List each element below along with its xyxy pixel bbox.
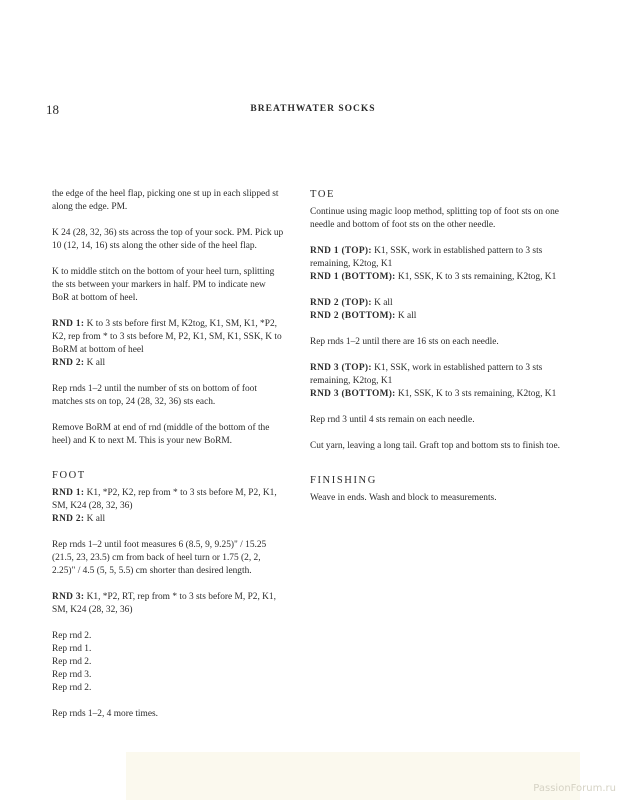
instruction-rnd-1-bottom [310,271,568,284]
instruction-rnd-3-top [310,362,568,388]
right-column [310,188,568,505]
round-text: K1, *P2, RT, rep from * to 3 sts before M, P2, K1, SM, K24 (28, 32, 36) [52,592,276,615]
round-label: RND 1: [52,319,85,329]
round-text: K1, SSK, work in established pattern to 3 sts remaining, K2tog, K1 [310,363,543,386]
list-item: Rep rnd 2. [52,657,92,667]
paragraph: the edge of the heel flap, picking one st up in each slipped st along the edge. PM. [52,189,279,212]
paragraph: Rep rnds 1–2 until foot measures 6 (8.5, 9, 9.25)" / 15.25 (21.5, 23, 23.5) cm from back of heel turn or 1.75 (2, 2, 2.25)" / 4.5 (5, 5, 5.5) cm shorter than desired length. [52,540,267,576]
round-label: RND 2: [52,514,85,524]
left-column [52,188,284,721]
page-number: 18 [46,102,59,117]
footer-band [126,752,580,800]
instruction-rnd-1-top [310,245,568,271]
list-item: Rep rnd 1. [52,644,92,654]
round-label: RND 3 (TOP): [310,363,372,373]
instruction-rnd-1 [52,487,284,513]
round-text: K all [86,514,106,524]
round-text: K all [86,358,106,368]
instruction-rnd-3 [52,591,284,617]
paragraph: Remove BoRM at end of rnd (middle of the bottom of the heel) and K to next M. This is your new BoRM. [52,423,270,446]
instruction-rnd-2 [52,513,284,526]
section-heading-foot: FOOT [52,470,86,481]
instruction-rnd-2-top [310,297,568,310]
paragraph: Rep rnd 3 until 4 sts remain on each needle. [310,415,475,425]
paragraph: Continue using magic loop method, splitting top of foot sts on one needle and bottom of foot sts on the other needle. [310,207,559,230]
paragraph: Rep rnds 1–2 until there are 16 sts on each needle. [310,337,499,347]
round-label: RND 3: [52,592,85,602]
round-label: RND 2 (BOTTOM): [310,311,396,321]
round-text: K1, *P2, K2, rep from * to 3 sts before M, P2, K1, SM, K24 (28, 32, 36) [52,488,277,511]
paragraph: Cut yarn, leaving a long tail. Graft top and bottom sts to finish toe. [310,441,560,451]
round-text: K1, SSK, K to 3 sts remaining, K2tog, K1 [397,389,557,399]
round-text: K all [397,311,417,321]
list-item: Rep rnd 3. [52,670,92,680]
paragraph: K 24 (28, 32, 36) sts across the top of your sock. PM. Pick up 10 (12, 14, 16) sts along the other side of the heel flap. [52,228,284,251]
paragraph: K to middle stitch on the bottom of your heel turn, splitting the sts between your markers in half. PM to indicate new BoR at bottom of heel. [52,267,275,303]
instruction-rnd-1 [52,318,284,357]
round-label: RND 1 (TOP): [310,246,372,256]
round-label: RND 2 (TOP): [310,298,372,308]
section-heading-finishing: FINISHING [310,475,377,486]
list-item: Rep rnd 2. [52,631,92,641]
round-label: RND 3 (BOTTOM): [310,389,396,399]
instruction-rnd-2 [52,357,284,370]
paragraph: Weave in ends. Wash and block to measurements. [310,493,497,503]
watermark: PassionForum.ru [533,783,616,794]
round-label: RND 2: [52,358,85,368]
round-text: K all [374,298,393,308]
paragraph: Rep rnds 1–2 until the number of sts on bottom of foot matches sts on top, 24 (28, 32, 36) sts each. [52,384,257,407]
round-text: K to 3 sts before first M, K2tog, K1, SM, K1, *P2, K2, rep from * to 3 sts before M, P2, K1, SM, K1, SSK, K to BoRM at bottom of heel [52,319,282,355]
instruction-rnd-3-bottom [310,388,568,401]
round-label: RND 1: [52,488,85,498]
round-label: RND 1 (BOTTOM): [310,272,396,282]
running-title: BREATHWATER SOCKS [250,104,376,114]
round-text: K1, SSK, work in established pattern to 3 sts remaining, K2tog, K1 [310,246,543,269]
list-item: Rep rnd 2. [52,683,92,693]
section-heading-toe: TOE [310,189,336,200]
instruction-rnd-2-bottom [310,310,568,323]
round-text: K1, SSK, K to 3 sts remaining, K2tog, K1 [397,272,557,282]
paragraph: Rep rnds 1–2, 4 more times. [52,709,158,719]
